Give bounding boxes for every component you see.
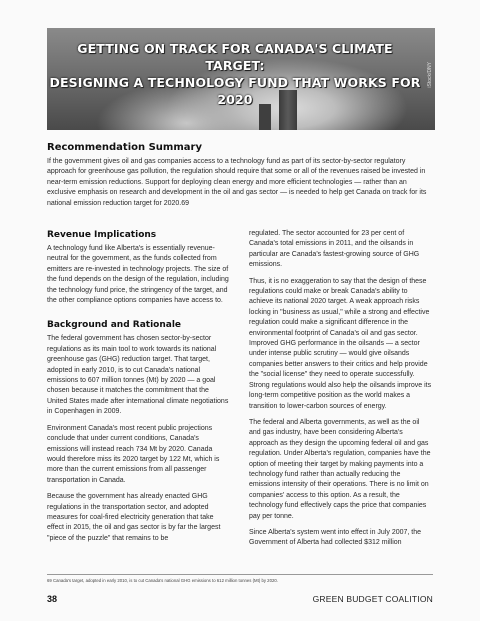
revenue-heading: Revenue Implications xyxy=(47,230,157,240)
background-paragraph-2: Environment Canada's most recent public projections conclude that under current conditions, Canada's emissions will instead reach 734 Mt by 2020. Canada would therefore miss its 2020 target by 122 Mt, which is more than the current emissions from all passenger transportation in Canada. xyxy=(47,424,220,484)
photo-credit: iStock/DNY xyxy=(427,62,433,88)
organization-name: GREEN BUDGET COALITION xyxy=(312,594,433,604)
footnote-divider xyxy=(47,574,433,575)
banner-title-line1: GETTING ON TRACK FOR CANADA'S CLIMATE TARGET: xyxy=(77,41,393,73)
recommendation-summary xyxy=(47,157,433,209)
background-paragraph-3: Because the government has already enacted GHG regulations in the transportation sector, and adopted measures for coal-fired electricity generation that take effect in 2015, the oil and gas sector is by far the largest "piece of the puzzle" that remains to be xyxy=(47,493,221,542)
right-paragraph-4: Since Alberta's system went into effect in July 2007, the Government of Alberta had collected $312 million xyxy=(249,528,422,547)
summary-text: If the government gives oil and gas companies access to a technology fund as part of its sector-by-sector regulatory approach for greenhouse gas pollution, the regulation should require that some or all of the revenues raised be invested in near-term emission reductions. Support for deploying clean energy and more efficient technologies — rather than an exclusive emphasis on research and development in the oil and gas sector — is needed to help get Canada on track for its national emission reduction target for 2020.69 xyxy=(47,158,427,207)
banner-title-line2: DESIGNING A TECHNOLOGY FUND THAT WORKS FOR 2020 xyxy=(49,75,421,107)
banner-title xyxy=(47,40,423,108)
footnote: 69 Canada's target, adopted in early 2010, is to cut Canada's national GHG emissions to 612 million tonnes (Mt) by 2020. xyxy=(47,578,278,583)
banner-image xyxy=(47,28,435,130)
right-paragraph-2: Thus, it is no exaggeration to say that the design of these regulations could make or break Canada's ability to achieve its national 2020 target. A weak approach risks locking in "business as usual," while a strong and effective regulation could make a significant difference in the environmental footprint of Canada's oil and gas sector. Improved GHG performance in the oilsands — a sector under intense public scrutiny — would give oilsands companies better answers to their critics and help provide the "social license" they need to operate successfully. Strong regulations would also help the oilsands improve its long-term competitive position as the world makes a transition to lower-carbon sources of energy. xyxy=(249,277,432,410)
recommendation-heading: Recommendation Summary xyxy=(47,142,202,153)
page-number: 38 xyxy=(47,594,58,604)
left-column xyxy=(47,230,231,544)
right-column xyxy=(249,229,433,549)
right-paragraph-3: The federal and Alberta governments, as well as the oil and gas industry, have been considering Alberta's approach as they design the upcoming federal oil and gas regulation. Under Alberta's regulation, companies have the option of meeting their target by making payments into a technology fund rather than actually reducing the emissions intensity of their operations. There is no limit on companies' access to this option. As a result, the technology fund effectively caps the price that companies pay per tonne. xyxy=(249,418,431,520)
background-paragraph-1: The federal government has chosen sector-by-sector regulations as its main tool to work towards its national greenhouse gas (GHG) reduction target. That target, adopted in early 2010, is to cut Canada's national emissions to 607 million tonnes (Mt) by 2020 — a goal chosen because it matches the commitment that the United States made after international climate negotiations in Copenhagen in 2009. xyxy=(47,335,229,416)
revenue-text: A technology fund like Alberta's is essentially revenue-neutral for the government, as the funds collected from emitters are re-invested in technology projects. The size of the fund depends on the design of the regulation, including the technology fund price, the stringency of the target, and the other compliance options companies have access to. xyxy=(47,245,229,305)
background-heading: Background and Rationale xyxy=(47,320,182,331)
right-paragraph-1: regulated. The sector accounted for 23 per cent of Canada's total emissions in 2011, and the oilsands in particular are Canada's fastest-growing source of GHG emissions. xyxy=(249,230,420,269)
